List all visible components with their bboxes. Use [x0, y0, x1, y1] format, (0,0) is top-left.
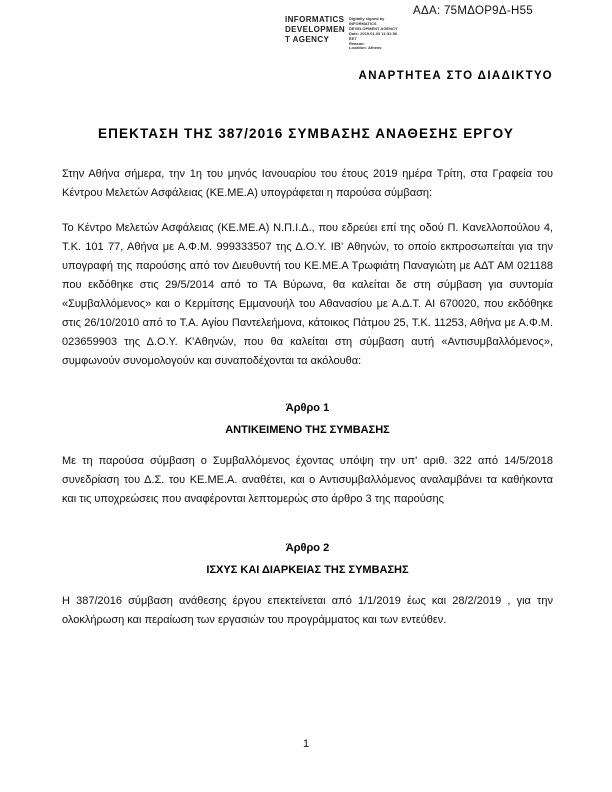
signature-details-line: Digitally signed by	[349, 16, 385, 21]
article1-heading: Άρθρο 1	[285, 402, 330, 414]
signature-details-line: INFORMATICS	[349, 20, 377, 26]
page-number: 1	[302, 738, 310, 750]
signature-agency-name-line: T AGENCY	[285, 35, 330, 44]
signature-agency-name	[285, 15, 345, 51]
article1-text: Με τη παρούσα σύμβαση ο Συμβαλλόμενος έχοντας υπόψη την υπ' αριθ. 322 από 14/5/2018 συνεδρίαση του Δ.Σ. του ΚΕ.ΜΕ.Α. αναθέτει, και ο Αντισυμβαλλόμενος αναλαμβάνει τα καθήκοντα και τις υποχρεώσεις που αναφέρονται λεπτομερώς στο άρθρο 3 της παρούσης	[62, 455, 553, 505]
signature-agency-name-line: INFORMATICS	[285, 15, 345, 24]
signature-details-line: DEVELOPMENT AGENCY	[349, 25, 398, 31]
article2-heading: Άρθρο 2	[285, 542, 330, 554]
signature-agency-name-line: DEVELOPMEN	[285, 25, 346, 34]
digital-signature-stamp	[285, 15, 398, 51]
article2-text: Η 387/2016 σύμβαση ανάθεσης έργου επεκτείνεται από 1/1/2019 έως και 28/2/2019 , για την ολοκλήρωση και περαίωση των εργασιών του προγράμματος και των εντεύθεν.	[62, 595, 553, 626]
signature-details-line: Location: Athens	[349, 45, 382, 51]
publish-notice: ΑΝΑΡΤΗΤΕΑ ΣΤΟ ΔΙΑΔΙΚΤΥΟ	[358, 70, 553, 82]
intro-paragraph: Στην Αθήνα σήμερα, την 1η του μηνός Ιανουαρίου του έτους 2019 ημέρα Τρίτη, στα Γραφεία του Κέντρου Μελετών Ασφάλειας (ΚΕ.ΜΕ.Α) υπογράφεται η παρούσα σύμβαση:	[62, 168, 553, 199]
ada-code: ΑΔΑ: 75ΜΔΟΡ9Δ-Η55	[413, 5, 533, 17]
signature-details-line: Reason:	[349, 40, 365, 46]
signature-details-line: EET	[349, 35, 357, 41]
article2-subheading: ΙΣΧΥΣ ΚΑΙ ΔΙΑΡΚΕΙΑΣ ΤΗΣ ΣΥΜΒΑΣΗΣ	[206, 564, 409, 576]
document-title: ΕΠΕΚΤΑΣΗ ΤΗΣ 387/2016 ΣΥΜΒΑΣΗΣ ΑΝΑΘΕΣΗΣ ΕΡΓΟΥ	[98, 126, 514, 141]
parties-paragraph: Το Κέντρο Μελετών Ασφάλειας (ΚΕ.ΜΕ.Α) Ν.Π.Ι.Δ., που εδρεύει επί της οδού Π. Κανελλοπούλου 4, Τ.Κ. 101 77, Αθήνα με Α.Φ.Μ. 999333507 της Δ.Ο.Υ. ΙΒ' Αθηνών, το οποίο εκπροσωπείται για την υπογραφή της παρούσης από τον Διευθυντή του ΚΕ.ΜΕ.Α Τρωφιάτη Παναγιώτη με ΑΔΤ ΑΜ 021188 που εκδόθηκε στις 29/5/2014 από το ΤΑ Βύρωνα, θα καλείται δε στη σύμβαση για συντομία «Συμβαλλόμενος» και ο Κερμίτσης Εμμανουήλ του Αθανασίου με Α.Δ.Τ. ΑΙ 670020, που εκδόθηκε στις 26/10/2010 από το Τ.Α. Αγίου Παντελεήμονα, κάτοικος Πάτμου 25, Τ.Κ. 11253, Αθήνα με Α.Φ.Μ. 023659903 της Δ.Ο.Υ. Κ'Αθηνών, που θα καλείται στη σύμβαση αυτή «Αντισυμβαλλόμενος», συμφωνούν συνομολογούν και συναποδέχονται τα ακόλουθα:	[62, 222, 553, 367]
signature-details-line: Date: 2019.01.03 11:31:56	[349, 30, 398, 36]
signature-details	[349, 15, 398, 51]
article1-subheading: ΑΝΤΙΚΕΙΜΕΝΟ ΤΗΣ ΣΥΜΒΑΣΗΣ	[225, 424, 390, 436]
